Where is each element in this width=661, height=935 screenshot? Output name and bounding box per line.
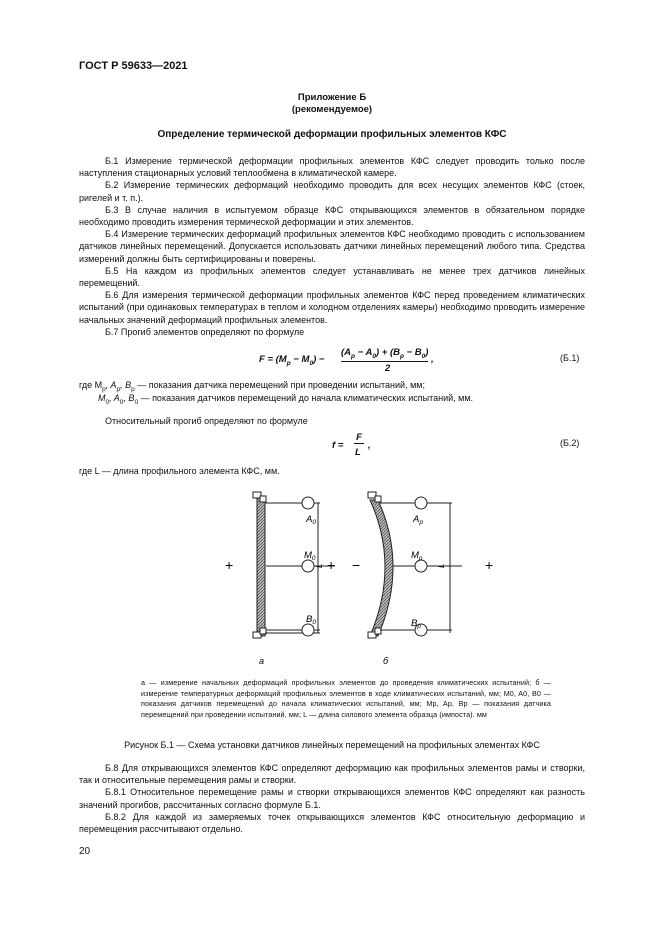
plus-sign-right-a: +: [327, 557, 336, 573]
profile-element-straight: [257, 498, 265, 636]
annex-heading: Определение термической деформации профильных элементов КФС: [157, 129, 507, 140]
paragraph-b5: Б.5 На каждом из профильных элементов следует устанавливать не менее трех датчиков линейных перемещений.: [79, 265, 585, 289]
sensor-ap-icon: [415, 497, 427, 509]
paragraph-b2: Б.2 Измерение термических деформаций необходимо проводить для всех несущих элементов КФС (стоек, ригелей и т. п.).: [79, 180, 585, 203]
svg-text:B0: $B_0$: [306, 614, 316, 626]
svg-text:A0: $A_0$: [306, 514, 316, 526]
paragraph-b8-2: Б.8.2 Для каждой из замеряемых точек открывающихся элементов КФС относительную деформацию и перемещения рассчитывают отдельно.: [79, 811, 585, 835]
formula-b1: $F = (M_p - M_0)$ − $(A_p - A_0) + (B_p - B_0)$ 2 ,: [259, 347, 434, 374]
scheme-a: [225, 492, 335, 638]
plus-sign-right-b: +: [485, 557, 494, 573]
scheme-b: [352, 492, 493, 638]
formula-b2: f = F L ,: [332, 432, 371, 458]
figure-label-b: б: [383, 656, 389, 666]
length-label-b: L: [437, 563, 446, 568]
profile-element-bent: [370, 500, 393, 636]
length-label-a: L: [315, 563, 324, 568]
page-number: 20: [79, 846, 91, 857]
sensor-a0-icon: [302, 497, 314, 509]
svg-text:Aр: $A_р$: [413, 514, 423, 526]
paragraph-b4: Б.4 Измерение термических деформаций профильных элементов КФС необходимо проводить с использованием датчиков линейных перемещений. Допускается использовать датчики линейных перемещений любого типа. Средства измерений должны быть сертифицированы и поверены.: [79, 229, 585, 264]
figure-label-a: а: [259, 656, 265, 666]
svg-text:Mр: $M_р$: [411, 550, 423, 562]
paragraph-b1: Б.1 Измерение термической деформации профильных элементов КФС следует проводить только после наступления стационарных условий теплообмена в климатической камере.: [79, 156, 585, 179]
annex-status: (рекомендуемое): [291, 104, 373, 115]
paragraph-b6: Б.6 Для измерения термической деформации профильных элементов КФС перед проведением климатических испытаний (при одинаковых температурах в теплом и холодном отделениях камеры) необходимо проводить измерение начальных значений деформаций профильных элементов.: [79, 290, 585, 325]
formula-b1-number: (Б.1): [560, 353, 580, 363]
paragraph-b3: Б.3 В случае наличия в испытуемом образце КФС открывающихся элементов в обязательном порядке необходимо проводить измерения термической деформации и этих элементов.: [79, 204, 585, 228]
relative-deflection-text: Относительный прогиб определяют по формуле: [105, 416, 308, 426]
where-line-3: где L — длина профильного элемента КФС, мм.: [79, 466, 280, 476]
paragraph-b8: Б.8 Для открывающихся элементов КФС определяют деформацию как профильных элементов рамы и створки, так и относительные перемещения рамы и створки.: [79, 763, 585, 786]
figure-note: а — измерение начальных деформаций профильных элементов до проведения климатических испытаний; б — измерение температурных деформаций профильных элементов в ходе климатических испытаний, мм; M0, A0, B0 — показания датчиков перемещений до начала климатических испытаний, мм; Mp, Ap, Bp — показания датчика перемещений при проведении испытаний, мм; L — длина силового элемента образца (импоста). мм: [141, 678, 551, 719]
bottom-paragraphs: [79, 762, 585, 835]
plus-sign-left-a: +: [225, 557, 234, 573]
sensor-scheme-figure: [200, 488, 520, 688]
annex-title: Приложение Б: [297, 92, 367, 103]
svg-text:M0: $M_0$: [304, 550, 316, 562]
where-line-2: $M_0$, $A_0$, $B_0$ — показания датчиков перемещений до начала климатических испытаний, мм.: [98, 393, 474, 406]
figure-caption: Рисунок Б.1 — Схема установки датчиков линейных перемещений на профильных элементах КФС: [124, 740, 540, 750]
where-line-1: где $M_p$, $A_p$, $B_p$ — показания датчика перемещений при проведении испытаний, мм;: [79, 380, 425, 393]
paragraph-b7: Б.7 Прогиб элементов определяют по формуле: [105, 326, 305, 337]
svg-text:Bр: $B_р$: [411, 618, 421, 630]
formula-b2-number: (Б.2): [560, 438, 580, 448]
top-paragraphs: [79, 155, 585, 338]
minus-sign-b: −: [352, 557, 361, 573]
document-code: ГОСТ Р 59633—2021: [79, 60, 188, 72]
paragraph-b8-1: Б.8.1 Относительное перемещение рамы и створки открывающихся элементов КФС определяют как разность значений прогибов, рассчитанных согласно формуле Б.1.: [79, 787, 585, 810]
